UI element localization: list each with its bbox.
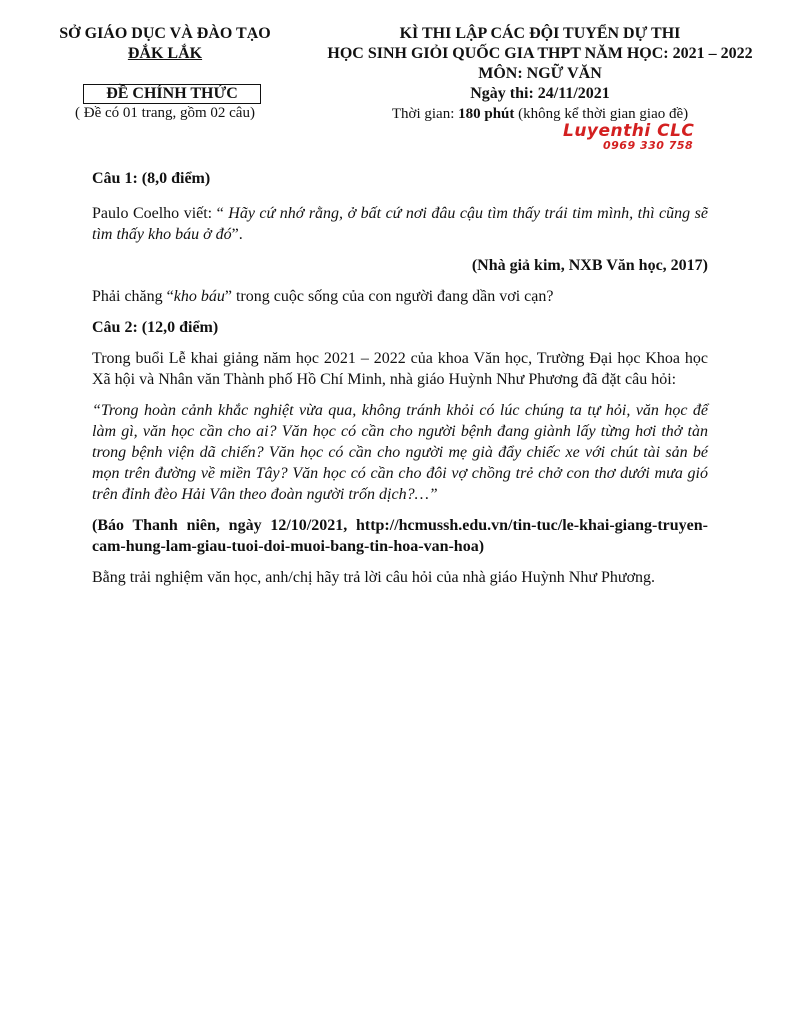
question2-title: Câu 2: (12,0 điểm) bbox=[92, 319, 219, 336]
exam-subject: MÔN: NGỮ VĂN bbox=[478, 65, 602, 82]
question1-prompt-b: ” trong cuộc sống của con người đang dần vơi cạn? bbox=[224, 288, 554, 305]
official-exam-box: ĐỀ CHÍNH THỨC bbox=[83, 84, 261, 104]
exam-duration bbox=[300, 104, 780, 124]
question2-quote: “Trong hoàn cảnh khắc nghiệt vừa qua, không tránh khỏi có lúc chúng ta tự hỏi, văn học để làm gì, văn học cần cho ai? Văn học có cần cho người bệnh đang giành lấy từng hơi thở tàn trong bệnh viện dã chiến? Văn học có cần cho người mẹ già đẩy chiếc xe với chút tài sản bé mọn trên đường về miền Tây? Văn học có cần cho đôi vợ chồng trẻ chở con thơ dưới mưa gió trên đỉnh đèo Hải Vân theo đoàn người trốn dịch?…” bbox=[92, 402, 708, 503]
question1-prompt bbox=[92, 286, 708, 307]
watermark-logo bbox=[563, 122, 713, 152]
issuer-header bbox=[40, 24, 290, 64]
province-name: ĐẮK LẮK bbox=[127, 45, 203, 62]
question1-quote: Hãy cứ nhớ rằng, ở bất cứ nơi đâu cậu tìm thấy trái tim mình, thì cũng sẽ tìm thấy kho báu ở đó bbox=[92, 205, 709, 243]
exam-title-line2: HỌC SINH GIỎI QUỐC GIA THPT NĂM HỌC: 2021 – 2022 bbox=[327, 45, 753, 62]
question1-title: Câu 1: (8,0 điểm) bbox=[92, 170, 211, 187]
exam-content bbox=[92, 168, 708, 588]
question1-source: (Nhà giả kim, NXB Văn học, 2017) bbox=[471, 257, 708, 274]
question1-quote-end: ”. bbox=[231, 226, 243, 243]
question1-prompt-italic: kho báu bbox=[173, 288, 225, 305]
exam-header bbox=[300, 24, 780, 124]
exam-duration-value: 180 phút bbox=[458, 106, 515, 122]
question1-quote-paragraph bbox=[92, 203, 708, 245]
exam-duration-prefix: Thời gian: bbox=[391, 106, 459, 122]
watermark-name: Luyenthi CLC bbox=[563, 121, 695, 141]
question2-task: Bằng trải nghiệm văn học, anh/chị hãy trả lời câu hỏi của nhà giáo Huỳnh Như Phương. bbox=[92, 569, 656, 586]
department-name: SỞ GIÁO DỤC VÀ ĐÀO TẠO bbox=[59, 25, 271, 42]
question2-intro: Trong buổi Lễ khai giảng năm học 2021 – 2022 của khoa Văn học, Trường Đại học Khoa học Xã hội và Nhân văn Thành phố Hồ Chí Minh, nhà giáo Huỳnh Như Phương đã đặt câu hỏi: bbox=[92, 350, 708, 388]
watermark-phone: 0969 330 758 bbox=[603, 139, 694, 152]
question2-source: (Báo Thanh niên, ngày 12/10/2021, http://hcmussh.edu.vn/tin-tuc/le-khai-giang-truyen-cam-hung-lam-giau-tuoi-doi-muoi-bang-tin-hoa-van-hoa) bbox=[92, 517, 708, 555]
question1-intro: Paulo Coelho viết: “ bbox=[92, 205, 229, 222]
exam-title-line1: KÌ THI LẬP CÁC ĐỘI TUYỂN DỰ THI bbox=[399, 25, 681, 42]
exam-date: Ngày thi: 24/11/2021 bbox=[470, 85, 610, 102]
exam-page-note: ( Đề có 01 trang, gồm 02 câu) bbox=[75, 105, 255, 121]
exam-duration-suffix: (không kể thời gian giao đề) bbox=[514, 106, 689, 122]
question1-prompt-a: Phải chăng “ bbox=[92, 288, 174, 305]
